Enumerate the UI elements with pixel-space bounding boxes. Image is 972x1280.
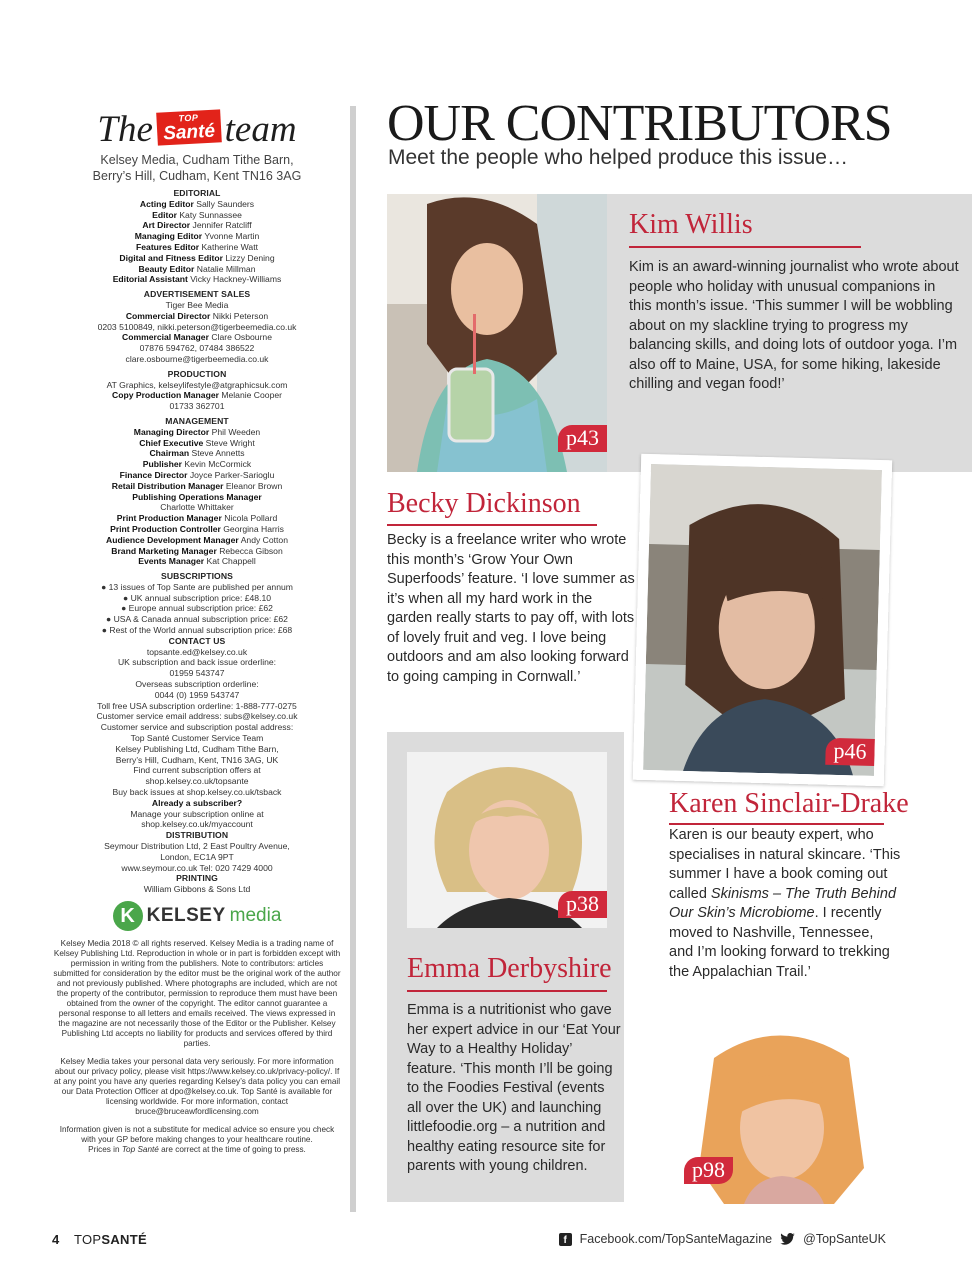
credit-name: Yvonne Martin — [204, 231, 260, 242]
editorial-rows — [52, 199, 342, 285]
credit-role: Audience Development Manager — [106, 534, 239, 545]
production-heading: PRODUCTION — [167, 368, 227, 379]
emma-name: Emma Derbyshire — [407, 953, 612, 984]
ads-heading: ADVERTISEMENT SALES — [143, 289, 251, 300]
credit-row — [52, 264, 342, 275]
masthead — [52, 100, 342, 1155]
credit-role: Commercial Director — [125, 310, 211, 321]
credit-row — [52, 231, 342, 242]
contact-line: Top Santé Customer Service Team — [130, 733, 264, 744]
kim-willis-photo — [387, 194, 607, 472]
credit-name: Katherine Watt — [201, 241, 258, 252]
footer-mag-sante: SANTÉ — [101, 1232, 147, 1247]
becky-bio: Becky is a freelance writer who wrote this month’s ‘Grow Your Own Superfoods’ feature. ‘I love summer as it’s when all my hard work in the garden really starts to pay off, with lots of lovely fruit and veg. I love being outdoors and am also looking forward to going camping in Cornwall.’ — [387, 532, 635, 685]
credit-name: Phil Weeden — [211, 426, 261, 437]
legal-medical-text: Information given is not a substitute for medical advice so ensure you check with your GP before making changes to your healthcare routine. — [59, 1125, 335, 1144]
contact-line: UK subscription and back issue orderline: — [117, 657, 277, 668]
legal-prices-mag: Top Santé — [121, 1145, 159, 1154]
karen-name: Karen Sinclair-Drake — [669, 788, 909, 819]
contact-line: Berry’s Hill, Cudham, Kent, TN16 3AG, UK — [115, 754, 279, 765]
credit-row — [52, 390, 342, 401]
becky-page-tag: p46 — [825, 738, 875, 766]
distribution-line: Seymour Distribution Ltd, 2 East Poultry Avenue, — [104, 841, 290, 852]
credit-role: Editor — [152, 209, 177, 220]
kelsey-k-icon: K — [113, 901, 143, 931]
credit-role: Copy Production Manager — [111, 390, 219, 401]
logo-top-text: TOP — [178, 112, 199, 124]
credit-name: Natalie Millman — [196, 263, 256, 274]
credit-row — [52, 427, 342, 438]
contact-line: Customer service email address: subs@kelsey.co.uk — [96, 711, 298, 722]
credit-role: Brand Marketing Manager — [111, 545, 217, 556]
facebook-icon: f — [559, 1233, 572, 1246]
emma-page-tag: p38 — [558, 891, 607, 918]
contact-line: Customer service and subscription postal address: — [100, 722, 294, 733]
footer-mag-top: TOP — [74, 1232, 102, 1247]
distribution-line: www.seymour.co.uk Tel: 020 7429 4000 — [121, 862, 273, 873]
credit-row — [52, 332, 342, 343]
kim-name: Kim Willis — [629, 209, 753, 240]
kim-bio: Kim is an award-winning journalist who wrote about people who holiday with unusual companions in this month’s issue. ‘This summer I will be wobbling about on my slackline trying to progress my balancing skills, and doing lots of outdoor yoga. I’m also off to Maine, USA, for some hiking, lakeside chilling and vegan food!’ — [629, 259, 959, 392]
credit-name: Georgina Harris — [223, 523, 284, 534]
credit-name: Joyce Parker-Sarioglu — [189, 469, 275, 480]
credit-row — [52, 524, 342, 535]
credit-name: Sally Saunders — [196, 198, 255, 209]
legal-medical — [52, 1125, 342, 1155]
credit-name: Steve Annetts — [191, 448, 245, 459]
subscription-line: ● Rest of the World annual subscription price: £68 — [101, 625, 293, 636]
subscriber-heading: Already a subscriber? — [151, 797, 243, 808]
contact-line: Toll free USA subscription orderline: 1-888-777-0275 — [97, 700, 297, 711]
credit-name: Katy Sunnassee — [179, 209, 242, 220]
kim-name-rule — [629, 246, 861, 248]
credit-role: Retail Distribution Manager — [111, 480, 224, 491]
credit-name: Melanie Cooper — [221, 390, 282, 401]
contact-heading: CONTACT US — [168, 635, 226, 646]
becky-dickinson-photo — [633, 454, 892, 786]
credit-name: Kat Chappell — [206, 556, 256, 567]
credit-name: Eleanor Brown — [225, 480, 283, 491]
credit-role: Managing Director — [133, 426, 210, 437]
subscriptions-heading: SUBSCRIPTIONS — [161, 571, 233, 582]
credit-row — [52, 481, 342, 492]
footer-magazine-name — [74, 1232, 147, 1247]
address-line: Kelsey Media, Cudham Tithe Barn, — [100, 153, 294, 167]
credit-line: AT Graphics, kelseylifestyle@atgraphicsuk.com — [106, 379, 288, 390]
legal-prices-pre: Prices in — [88, 1145, 122, 1154]
page-subtitle: Meet the people who helped produce this issue… — [388, 146, 848, 169]
credit-role: Beauty Editor — [138, 263, 195, 274]
subscription-line: ● USA & Canada annual subscription price: £62 — [106, 614, 288, 625]
masthead-title — [52, 100, 342, 148]
emma-bio: Emma is a nutritionist who gave her expert advice in our ‘Eat Your Way to a Healthy Holiday’ feature. ‘This month I’ll be going to the Foodies Festival (events all over the UK) and launching littlefoodie.org – a nutrition and healthy eating resource site for parents with young children. — [407, 1002, 621, 1174]
distribution-heading: DISTRIBUTION — [165, 830, 229, 841]
credit-role: Features Editor — [136, 241, 200, 252]
credit-role: Print Production Controller — [110, 523, 221, 534]
distribution-line: London, EC1A 9PT — [160, 851, 234, 862]
credit-name: Steve Wright — [205, 437, 255, 448]
credit-row — [52, 459, 342, 470]
credit-name: Charlotte Whittaker — [160, 502, 234, 513]
credit-role: Art Director — [142, 220, 191, 231]
publisher-address — [52, 152, 342, 184]
credit-line: 07876 594762, 07484 386522 — [139, 343, 255, 354]
karen-sinclair-drake-photo — [684, 1018, 874, 1204]
credit-row — [52, 210, 342, 221]
credit-role: Chief Executive — [139, 437, 204, 448]
subscription-line: ● UK annual subscription price: £48.10 — [122, 592, 272, 603]
emma-derbyshire-photo — [407, 752, 607, 928]
credit-row — [52, 438, 342, 449]
credit-role: Publishing Operations Manager — [132, 491, 262, 502]
credit-line: Tiger Bee Media — [165, 299, 229, 310]
subscription-line: ● Europe annual subscription price: £62 — [121, 603, 273, 614]
editorial-heading: EDITORIAL — [173, 188, 221, 198]
credit-row — [52, 535, 342, 546]
karen-page-tag: p98 — [684, 1157, 733, 1184]
credit-row — [52, 502, 342, 513]
column-divider — [350, 106, 356, 1212]
logo-sante-text: Santé — [162, 120, 216, 145]
credit-row — [52, 513, 342, 524]
credit-role: Managing Editor — [134, 231, 203, 242]
contact-line: shop.kelsey.co.uk/topsante — [145, 776, 249, 787]
subscription-line: ● 13 issues of Top Sante are published per annum — [101, 581, 293, 592]
twitter-link[interactable]: @TopSanteUK — [803, 1232, 886, 1246]
twitter-icon — [780, 1233, 795, 1245]
karen-name-rule — [669, 823, 884, 825]
printing-heading: PRINTING — [176, 873, 218, 884]
kelsey-logo-media: media — [229, 904, 282, 926]
credit-line: 01733 362701 — [169, 401, 225, 412]
credit-role: Chairman — [149, 448, 190, 459]
karen-bio — [669, 826, 901, 982]
credit-role: Acting Editor — [139, 198, 194, 209]
credit-role: Publisher — [142, 459, 182, 470]
credit-row — [52, 242, 342, 253]
contact-line: shop.kelsey.co.uk/myaccount — [141, 819, 253, 830]
credit-line: clare.osbourne@tigerbeemedia.co.uk — [125, 353, 269, 364]
credit-role: Events Manager — [138, 556, 205, 567]
legal-privacy: Kelsey Media takes your personal data very seriously. For more information about our privacy policy, please visit https://www.kelsey.co.uk/privacy-policy/. If at any point you have any queries regarding Kelsey’s data policy you can email our Data Protection Officer at dpo@kelsey.co.uk. Top Santé is available for licensing worldwide. For more information, contact bruce@bruceawfordlicensing.com — [53, 1057, 341, 1116]
credit-name: Clare Osbourne — [211, 332, 272, 343]
credit-role: Digital and Fitness Editor — [119, 252, 224, 263]
footer-social — [559, 1232, 886, 1246]
credit-name: Jennifer Ratcliff — [192, 220, 252, 231]
credit-row — [52, 199, 342, 210]
kelsey-logo-word: KELSEY — [146, 904, 226, 926]
credit-row — [52, 220, 342, 231]
management-heading: MANAGEMENT — [165, 415, 229, 426]
kelsey-media-logo — [52, 901, 342, 931]
credit-name: Lizzy Dening — [225, 252, 275, 263]
credit-row — [52, 448, 342, 459]
credit-role: Commercial Manager — [122, 332, 209, 343]
credit-role: Print Production Manager — [116, 513, 222, 524]
contact-line: Overseas subscription orderline: — [135, 679, 259, 690]
credit-row — [52, 556, 342, 567]
credit-name: Nikki Peterson — [212, 310, 269, 321]
credit-name: Kevin McCormick — [184, 459, 252, 470]
karen-bio-pre: Karen is our beauty expert, who specialises in natural skincare. ‘This summer I have a book coming out called — [669, 827, 901, 902]
credit-line: 0203 5100849, nikki.peterson@tigerbeemedia.co.uk — [97, 321, 297, 332]
credits-list — [52, 188, 342, 1155]
top-sante-logo — [156, 109, 221, 145]
contact-line: 0044 (0) 1959 543747 — [154, 689, 240, 700]
becky-name: Becky Dickinson — [387, 488, 581, 519]
karen-bio-book: Skinisms – The Truth Behind Our Skin’s Microbiome — [669, 885, 897, 921]
legal-prices-post: are correct at the time of going to press. — [158, 1145, 306, 1154]
credit-row — [52, 470, 342, 481]
credit-name: Rebecca Gibson — [219, 545, 283, 556]
credit-row — [52, 492, 342, 503]
masthead-title-the: The — [97, 109, 153, 150]
masthead-title-team: team — [224, 109, 297, 150]
printing-line: William Gibbons & Sons Ltd — [143, 884, 251, 895]
page-number: 4 — [52, 1232, 60, 1247]
credit-row — [52, 546, 342, 557]
becky-name-rule — [387, 524, 597, 526]
contact-line: Buy back issues at shop.kelsey.co.uk/tsback — [112, 787, 282, 798]
credit-row — [52, 274, 342, 285]
becky-photo-art — [643, 464, 882, 776]
credit-role: Editorial Assistant — [112, 274, 188, 285]
contact-line: Find current subscription offers at — [133, 765, 261, 776]
contact-line: Kelsey Publishing Ltd, Cudham Tithe Barn, — [115, 743, 279, 754]
credit-role: Finance Director — [119, 469, 188, 480]
credit-name: Nicola Pollard — [224, 513, 278, 524]
facebook-link[interactable]: Facebook.com/TopSanteMagazine — [579, 1232, 773, 1246]
credit-name: Vicky Hackney-Williams — [190, 274, 282, 285]
contact-line: 01959 543747 — [169, 668, 225, 679]
page-title: OUR CONTRIBUTORS — [387, 95, 892, 152]
contact-line: Manage your subscription online at — [130, 808, 264, 819]
credit-row — [52, 311, 342, 322]
karen-bio-post: . I recently moved to Nashville, Tennessee, and I’m looking forward to trekking the Appalachian Trail.’ — [669, 905, 890, 980]
contact-line: topsante.ed@kelsey.co.uk — [146, 646, 248, 657]
address-line: Berry’s Hill, Cudham, Kent TN16 3AG — [92, 169, 302, 183]
emma-name-rule — [407, 990, 607, 992]
credit-row — [52, 253, 342, 264]
legal-copyright: Kelsey Media 2018 © all rights reserved. Kelsey Media is a trading name of Kelsey Publishing Ltd. Reproduction in whole or in part is forbidden except with permission in writing from the publishers. Note to contributors: articles submitted for consideration by the editor must be the original work of the author and not previously published. Where photographs are included, which are not the property of the contributor, permission to reproduce them must have been obtained from the owner of the copyright. The editor cannot guarantee a personal response to all letters and emails received. The views expressed in the magazine are not necessarily those of the Editor or the Publisher. Kelsey Publishing Ltd accepts no liability for products and services offered by third parties. — [53, 939, 341, 1048]
kim-page-tag: p43 — [558, 425, 607, 452]
credit-name: Andy Cotton — [240, 534, 288, 545]
